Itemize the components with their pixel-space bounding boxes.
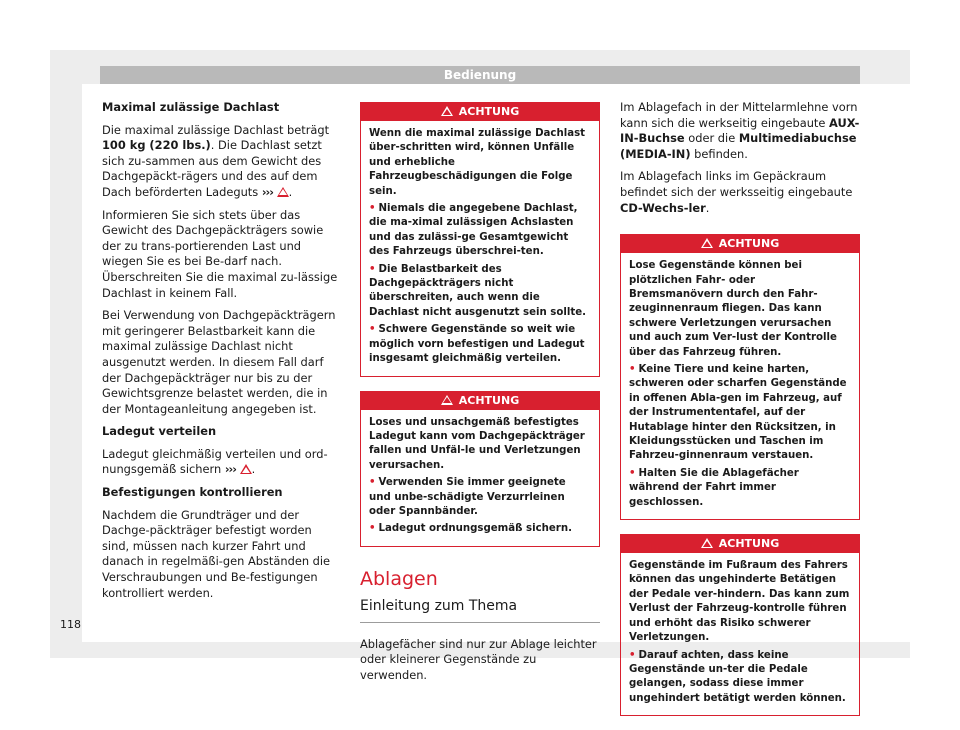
warning-bullet-text: Die Belastbarkeit des Dachgepäckträgers nicht überschreiten, auch wenn die Dachlast nicht ausgenutzt sein sollte. bbox=[369, 263, 586, 318]
warning-bullet-text: Keine Tiere und keine harten, schweren oder scharfen Gegenstände in offenen Abla-gen im Fahrzeug, auf der Instrumententafel, auf der Hutablage hinter den Rücksitzen, in Kleidungsstücken und Taschen im Fahrzeu-ginnenraum verstauen. bbox=[629, 364, 847, 462]
section-header: Bedienung bbox=[100, 66, 860, 84]
warning-icon bbox=[441, 106, 453, 116]
text-segment: befinden. bbox=[694, 146, 748, 161]
warning-icon bbox=[701, 538, 713, 548]
warning-icon bbox=[441, 395, 453, 405]
bullet-icon: • bbox=[369, 263, 376, 275]
paragraph-weight-info: Informieren Sie sich stets über das Gewicht des Dachgepäckträgers sowie der zu trans-portierenden Last und wiegen Sie es bei Be-darf nach. Überschreiten Sie die maximal zu-lässige Dachlast in keinem Fall. bbox=[102, 207, 338, 300]
page-content bbox=[82, 84, 910, 704]
warning-bullet-text: Verwenden Sie immer geeignete und unbe-schädigte Verzurrleinen oder Spannbänder. bbox=[369, 477, 566, 517]
text-segment: oder die bbox=[688, 131, 736, 146]
warning-box bbox=[620, 234, 860, 520]
warning-bullet bbox=[369, 202, 591, 260]
bullet-icon: • bbox=[629, 467, 636, 479]
paragraph-storage-intro: Ablagefächer sind nur zur Ablage leichter oder kleinerer Gegenstände zu verwenden. bbox=[360, 636, 597, 682]
warning-title: ACHTUNG bbox=[718, 537, 780, 551]
warning-box bbox=[360, 102, 600, 377]
warning-intro: Lose Gegenstände können bei plötzlichen Fahr- oder Bremsmanövern durch den Fahr-zeuginnenraum fliegen. Das kann schwere Verletzungen verursachen und auch zum Ver-lust der Kontrolle über das Fahrzeug führen. bbox=[629, 260, 837, 358]
warning-box-body bbox=[361, 121, 599, 376]
paragraph-distribute-load: Ladegut gleichmäßig verteilen und ord-nungsgemäß sichern ››› . bbox=[102, 446, 328, 477]
warning-box bbox=[360, 391, 600, 547]
column-right bbox=[620, 100, 860, 730]
warning-box-header bbox=[361, 392, 599, 410]
text-segment: Die maximal zulässige Dachlast beträgt bbox=[102, 122, 330, 137]
warning-bullet bbox=[369, 323, 591, 366]
warning-bullet bbox=[629, 649, 851, 707]
reference-arrows[interactable]: ››› bbox=[261, 184, 273, 199]
bullet-icon: • bbox=[369, 203, 376, 215]
text-segment: Im Ablagefach links im Gepäckraum befindet sich der werksseitig eingebaute bbox=[620, 169, 853, 199]
warning-title: ACHTUNG bbox=[718, 237, 780, 251]
warning-bullet bbox=[629, 467, 851, 510]
warning-icon[interactable] bbox=[240, 464, 252, 474]
roof-load-value: 100 kg (220 lbs.) bbox=[102, 138, 211, 153]
text-segment: Im Ablagefach in der Mittelarmlehne vorn kann sich die werkseitig eingebaute bbox=[620, 100, 858, 130]
text-segment: . bbox=[705, 200, 710, 215]
warning-bullet bbox=[369, 263, 591, 321]
section-subtitle: Einleitung zum Thema bbox=[360, 597, 600, 623]
heading-distribute-load: Ladegut verteilen bbox=[102, 424, 217, 439]
warning-bullet bbox=[629, 363, 851, 464]
reference-arrows[interactable]: ››› bbox=[224, 462, 236, 477]
paragraph-check-fastenings: Nachdem die Grundträger und der Dachge-päckträger befestigt worden sind, müssen nach kurzer Fahrt und danach in regelmäßi-gen Abständen die Verschraubungen und Be-festigungen kontrolliert werden. bbox=[102, 507, 331, 600]
text-segment: . Die Dachlast setzt sich zu-sammen aus dem Gewicht des Dachgepäckt-rägers und des auf dem Dach beförderten Ladeguts bbox=[102, 138, 322, 199]
warning-bullet-text: Niemals die angegebene Dachlast, die ma-ximal zulässigen Achslasten und das zulässi-ge Gesamtgewicht des Fahrzeugs überschrei-ten. bbox=[369, 203, 578, 258]
warning-bullet bbox=[369, 476, 591, 519]
warning-title: ACHTUNG bbox=[458, 105, 520, 118]
warning-box-body bbox=[621, 253, 859, 519]
bullet-icon: • bbox=[369, 523, 376, 535]
warning-box-header bbox=[621, 235, 859, 253]
warning-box-header bbox=[361, 103, 599, 121]
text-segment: Ladegut gleichmäßig verteilen und ord-nungsgemäß sichern bbox=[102, 446, 328, 477]
page-number: 118 bbox=[60, 618, 81, 631]
paragraph-load-capacity: Bei Verwendung von Dachgepäckträgern mit geringerer Belastbarkeit kann die maximal zulässige Dachlast nicht ausgenutzt werden. In diesem Fall darf der Dachgepäckträger nur bis zu der Gewichtsgrenze belastet werden, die in der Montageanleitung angegeben ist. bbox=[102, 308, 336, 416]
column-middle bbox=[360, 102, 600, 691]
warning-box-header bbox=[621, 535, 859, 553]
warning-title: ACHTUNG bbox=[458, 393, 520, 407]
cd-changer-label: CD-Wechs-ler bbox=[620, 200, 706, 215]
paragraph-roof-load: Die maximal zulässige Dachlast beträgt 100 kg (220 lbs.). Die Dachlast setzt sich zu-sammen aus dem Gewicht des Dachgepäckt-rägers und des auf dem Dach beförderten Ladeguts ››› . bbox=[102, 122, 330, 199]
warning-bullet-text: Halten Sie die Ablagefächer während der Fahrt immer geschlossen. bbox=[629, 467, 799, 508]
warning-icon[interactable] bbox=[277, 187, 289, 197]
bullet-icon: • bbox=[629, 649, 636, 661]
warning-bullet-text: Darauf achten, dass keine Gegenstände un-ter die Pedale gelangen, sodass diese immer ungehindert betätigt werden können. bbox=[629, 649, 846, 704]
warning-bullet-text: Ladegut ordnungsgemäß sichern. bbox=[378, 523, 572, 535]
heading-max-roof-load: Maximal zulässige Dachlast bbox=[102, 100, 280, 114]
warning-box-body bbox=[621, 553, 859, 715]
warning-intro: Loses und unsachgemäß befestigtes Ladegut kann vom Dachgepäckträger fallen und Unfäl-le und Verletzungen verursachen. bbox=[369, 416, 585, 471]
paragraph-armrest-storage bbox=[620, 100, 860, 162]
aux-in-label: AUX-IN-Buchse bbox=[620, 115, 860, 146]
warning-bullet bbox=[369, 522, 591, 536]
warning-intro: Wenn die maximal zulässige Dachlast über-schritten wird, können Unfälle und erhebliche Fahrzeugbeschädigungen die Folge sein. bbox=[369, 128, 585, 197]
heading-check-fastenings: Befestigungen kontrollieren bbox=[102, 485, 283, 500]
warning-bullet-text: Schwere Gegenstände so weit wie möglich vorn befestigen und Ladegut insgesamt gleichmäßig verteilen. bbox=[369, 324, 585, 365]
column-left bbox=[102, 100, 338, 608]
bullet-icon: • bbox=[629, 364, 636, 375]
warning-icon bbox=[701, 238, 713, 248]
warning-box bbox=[620, 534, 860, 716]
bullet-icon: • bbox=[369, 324, 376, 336]
paragraph-luggage-storage bbox=[620, 169, 860, 216]
warning-box-body bbox=[361, 410, 599, 546]
bullet-icon: • bbox=[369, 477, 376, 489]
media-in-label: Multimediabuchse (MEDIA-IN) bbox=[620, 131, 857, 161]
warning-intro: Gegenstände im Fußraum des Fahrers können das ungehinderte Betätigen der Pedale ver-hindern. Das kann zum Verlust der Fahrzeug-kontrolle führen und erhöht das Risiko schwerer Verletzungen. bbox=[629, 560, 850, 644]
chapter-title: Ablagen bbox=[360, 567, 438, 590]
